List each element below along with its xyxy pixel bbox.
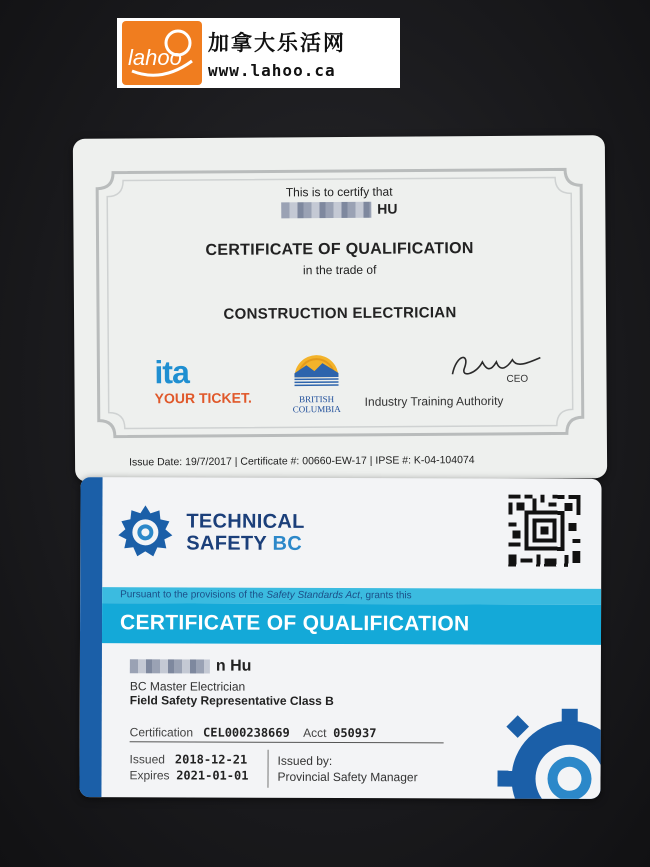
- ita-certificate-card: [73, 135, 607, 482]
- divider-vertical: [267, 750, 268, 788]
- holder-name: HU: [73, 199, 605, 220]
- issue-footer: Issue Date: 19/7/2017 | Certificate #: 00660-EW-17 | IPSE #: K-04-104074: [129, 454, 475, 469]
- trade-name: CONSTRUCTION ELECTRICIAN: [223, 304, 457, 323]
- authority-name: Industry Training Authority: [364, 393, 504, 409]
- lahoo-logo: [122, 21, 202, 85]
- tsbc-brand: TECHNICAL SAFETY BC: [186, 510, 305, 555]
- expires-row: Expires 2021-01-01: [129, 768, 249, 783]
- ceo-label: CEO: [506, 373, 529, 385]
- british-columbia-logo: BRITISH COLUMBIA: [282, 351, 350, 411]
- svg-text:lahoo: lahoo: [128, 45, 182, 70]
- lahoo-watermark: [117, 18, 400, 88]
- redacted-name-blur: [130, 659, 210, 673]
- ceo-signature: [446, 348, 546, 385]
- tsbc-certificate-card: [79, 477, 601, 799]
- role-secondary: Field Safety Representative Class B: [129, 693, 334, 708]
- certificate-title: CERTIFICATE OF QUALIFICATION: [205, 240, 474, 259]
- redacted-name-blur: [281, 202, 371, 219]
- tsbc-gear-icon: [114, 501, 176, 563]
- corner-gear-icon: [477, 708, 601, 798]
- card-side-stripe: [79, 477, 102, 797]
- divider: [130, 741, 444, 743]
- act-line: Pursuant to the provisions of the Safety Standards Act, grants this: [102, 587, 601, 605]
- certify-line: This is to certify that: [285, 184, 393, 200]
- issued-by: Issued by: Provincial Safety Manager: [277, 753, 418, 785]
- role-primary: BC Master Electrician: [129, 679, 246, 694]
- holder-name: n Hu: [130, 657, 252, 675]
- ita-logo: ita YOUR TICKET.: [154, 354, 252, 407]
- trade-line: in the trade of: [302, 262, 377, 278]
- site-name: 加拿大乐活网: [208, 30, 346, 55]
- certification-row: Certification CEL000238669 Acct 050937: [129, 725, 377, 741]
- certificate-banner: CERTIFICATE OF QUALIFICATION: [102, 603, 601, 645]
- qr-code-icon: [508, 495, 580, 567]
- issued-row: Issued 2018-12-21: [129, 752, 248, 767]
- site-url: www.lahoo.ca: [208, 60, 336, 80]
